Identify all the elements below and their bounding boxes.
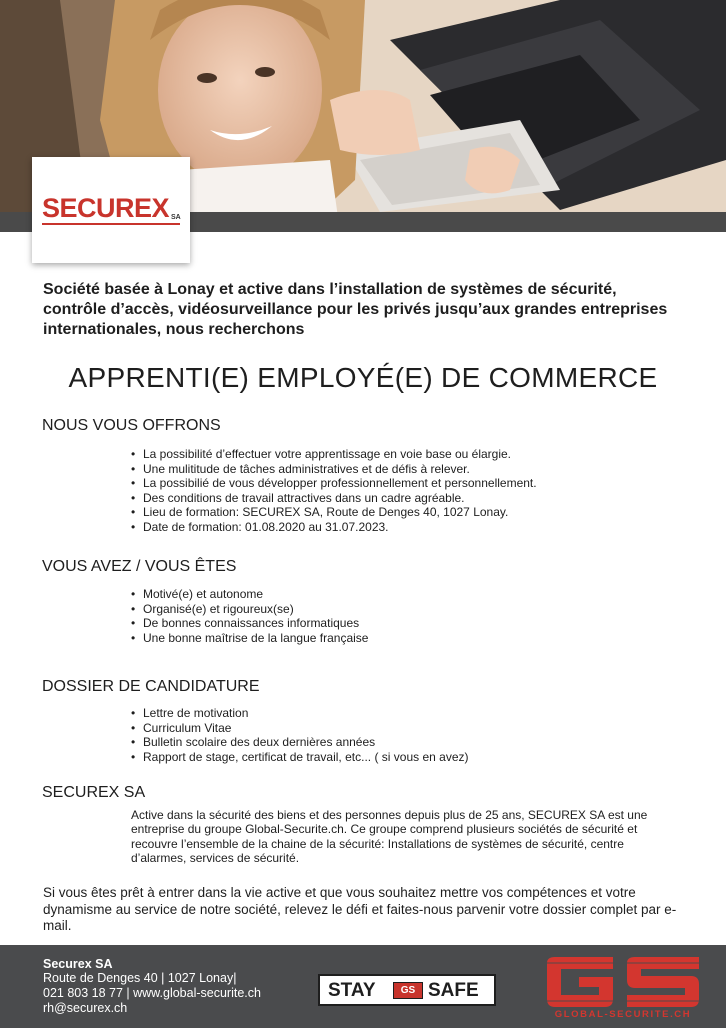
footer-phone-web[interactable]: 021 803 18 77 | www.global-securite.ch bbox=[43, 986, 261, 1000]
footer bbox=[0, 945, 726, 1028]
list-item: • Des conditions de travail attractives dans un cadre agréable. bbox=[130, 491, 537, 506]
list-item: • Organisé(e) et rigoureux(se) bbox=[130, 602, 368, 617]
list-item: • La possibilié de vous développer professionnellement et personnellement. bbox=[130, 476, 537, 491]
list-item: • Lettre de motivation bbox=[130, 706, 468, 721]
stay-safe-right: SAFE bbox=[428, 980, 479, 1001]
section-title-profile: VOUS AVEZ / VOUS ÊTES bbox=[42, 558, 237, 575]
list-item: • Motivé(e) et autonome bbox=[130, 587, 368, 602]
job-title: APPRENTI(E) EMPLOYÉ(E) DE COMMERCE bbox=[68, 362, 658, 393]
footer-address: Route de Denges 40 | 1027 Lonay| bbox=[43, 971, 237, 985]
gs-logo-subtitle: GLOBAL-SECURITE.CH bbox=[554, 1009, 692, 1020]
profile-list bbox=[130, 587, 368, 645]
section-title-offer: NOUS VOUS OFFRONS bbox=[42, 417, 221, 434]
list-item: • Une bonne maîtrise de la langue française bbox=[130, 631, 368, 646]
list-item: • Curriculum Vitae bbox=[130, 721, 468, 736]
list-item: • Lieu de formation: SECUREX SA, Route de Denges 40, 1027 Lonay. bbox=[130, 505, 537, 520]
footer-company: Securex SA bbox=[43, 957, 113, 971]
logo-underline bbox=[42, 223, 180, 225]
intro-text: Société basée à Lonay et active dans l’installation de systèmes de sécurité, contrôle d’accès, vidéosurveillance pour les privés jusqu’aux grandes entreprises internationales, nous recherchons bbox=[43, 281, 668, 338]
gs-mini-badge bbox=[393, 982, 423, 999]
gs-logo bbox=[543, 957, 703, 1007]
gs-mini-badge-text: GS bbox=[400, 985, 416, 996]
list-item: • Bulletin scolaire des deux dernières années bbox=[130, 735, 468, 750]
logo-suffix: SA bbox=[171, 214, 181, 221]
list-item: • La possibilité d’effectuer votre apprentissage en voie base ou élargie. bbox=[130, 447, 537, 462]
offer-list bbox=[130, 447, 537, 535]
securex-logo bbox=[32, 157, 190, 263]
application-list bbox=[130, 706, 468, 764]
list-item: • Une mulititude de tâches administratives et de défis à relever. bbox=[130, 462, 537, 477]
section-title-company: SECUREX SA bbox=[42, 784, 146, 801]
logo-wordmark: SECUREX bbox=[42, 193, 170, 223]
list-item: • De bonnes connaissances informatiques bbox=[130, 616, 368, 631]
company-description: Active dans la sécurité des biens et des personnes depuis plus de 25 ans, SECUREX SA est une entreprise du groupe Global-Securite.ch. Ce groupe comprend plusieurs sociétés de sécurité et recouvre l’ensemble de la chaine de la sécurité: Installations de systèmes de sécurité, centre d’alarmes, services de sécurité. bbox=[131, 808, 648, 865]
footer-email[interactable]: rh@securex.ch bbox=[43, 1001, 128, 1015]
stay-safe-left: STAY bbox=[328, 980, 376, 1001]
closing-text: Si vous êtes prêt à entrer dans la vie active et que vous souhaitez mettre vos compétences et votre dynamisme au service de notre société, relevez le défi et faites-nous parvenir votre dossier complet par e-mail. bbox=[43, 885, 677, 933]
stay-safe-badge bbox=[318, 974, 496, 1006]
list-item: • Rapport de stage, certificat de travail, etc... ( si vous en avez) bbox=[130, 750, 468, 765]
list-item: • Date de formation: 01.08.2020 au 31.07.2023. bbox=[130, 520, 537, 535]
section-title-application: DOSSIER DE CANDIDATURE bbox=[42, 678, 260, 695]
